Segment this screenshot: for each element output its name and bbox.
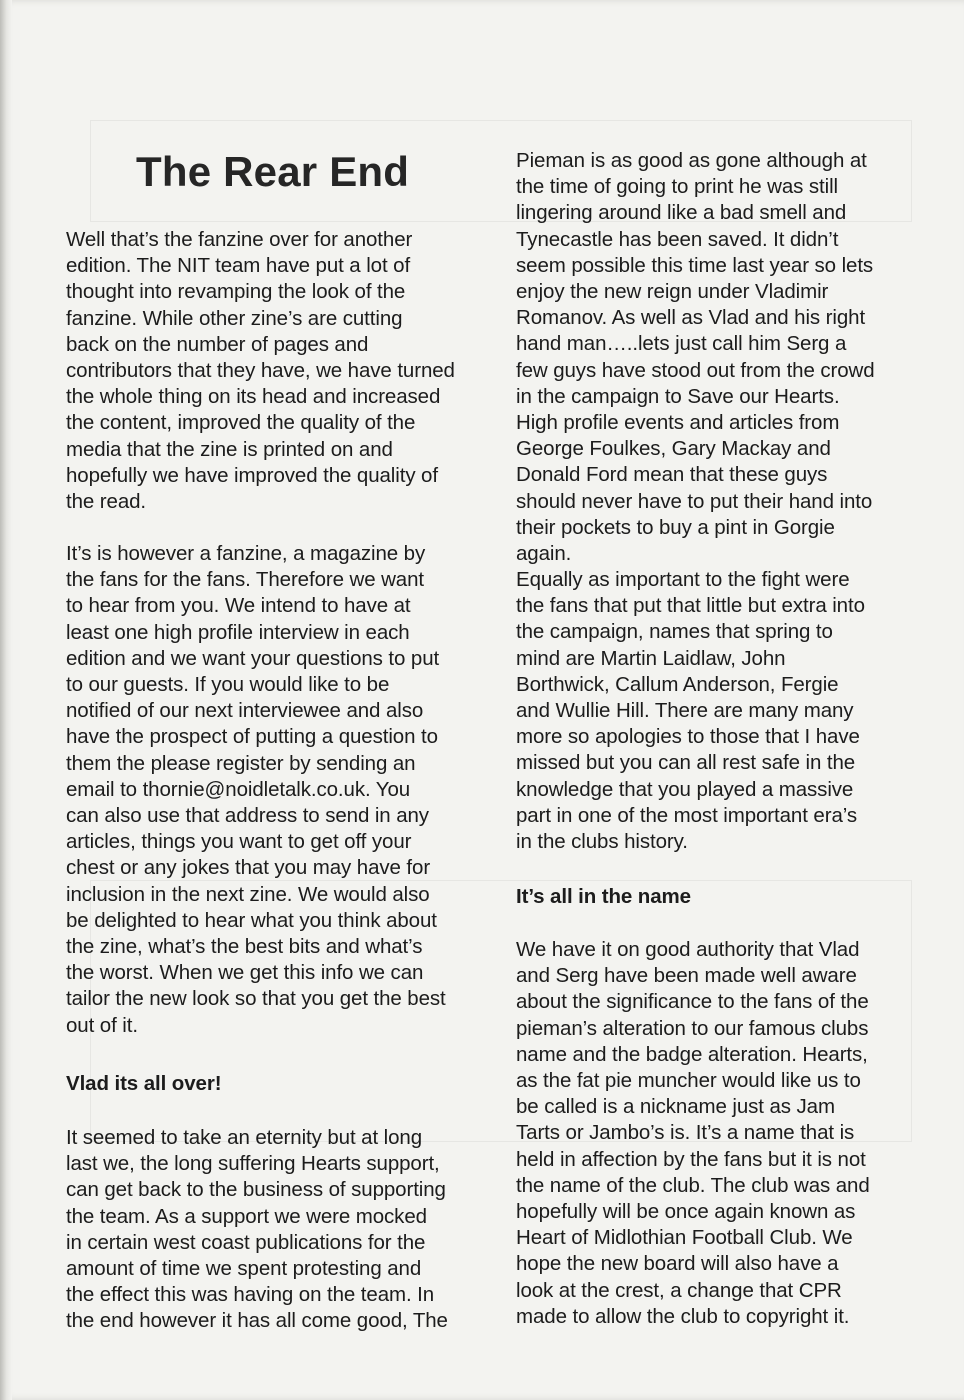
feedback-paragraph: It’s is however a fanzine, a magazine by the fans for the fans. Therefore we want to hear from you. We intend to have at least one high profile interview in each edition and we want your questions to put to our guests. If you would like to be notified of our next interviewee and also have the prospect of putting a question to them the please register by sending an email to thornie@noidletalk.co.uk. You can also use that address to send in any articles, things you want to get off your chest or any jokes that you may have for inclusion in the next zine. We would also be delighted to hear what you think about the zine, what’s the best bits and what’s the worst. When we get this info we can tailor the new look so that you get the best out of it. <box>66 542 446 1037</box>
pieman-paragraph: Pieman is as good as gone although at the time of going to print he was still lingering around like a bad smell and Tynecastle has been saved. It didn’t seem possible this time last year so lets enjoy the new reign under Vladimir Romanov. As well as Vlad and his right hand man…..lets just call him Serg a few guys have stood out from the crowd in the campaign to Save our Hearts. High profile events and articles from George Foulkes, Gary Mackay and Donald Ford mean that these guys should never have to put their hand into their pockets to buy a pint in Gorgie again. <box>516 149 875 566</box>
intro-paragraph: Well that’s the fanzine over for another edition. The NIT team have put a lot of thought into revamping the look of the fanzine. While other zine’s are cutting back on the number of pages and contributors that they have, we have turned the whole thing on its head and increased the content, improved the quality of the media that the zine is printed on and hopefully we have improved the quality of the read. <box>66 228 455 514</box>
name-paragraph: We have it on good authority that Vlad and Serg have been made well aware about the significance to the fans of the pieman’s alteration to our famous clubs name and the badge alteration. Hearts, as the fat pie muncher would like us to be called is a nickname just as Jam Tarts or Jambo’s is. It’s a name that is held in affection by the fans but it is not the name of the club. The club was and hopefully will be once again known as Heart of Midlothian Football Club. We hope the new board will also have a look at the crest, a change that CPR made to allow the club to copyright it. <box>516 938 870 1328</box>
fans-paragraph: Equally as important to the fight were the fans that put that little but extra into the campaign, names that spring to mind are Martin Laidlaw, John Borthwick, Callum Anderson, Fergie and Wullie Hill. There are many many more so apologies to those that I have missed but you can all rest safe in the knowledge that you played a massive part in one of the most important era’s in the clubs history. <box>516 568 865 854</box>
section-heading-name: It’s all in the name <box>516 885 691 908</box>
section-heading-vlad: Vlad its all over! <box>66 1072 222 1095</box>
article-title: The Rear End <box>136 148 410 195</box>
vlad-paragraph: It seemed to take an eternity but at long last we, the long suffering Hearts support, can get back to the business of supporting the team. As a support we were mocked in certain west coast publications for the amount of time we spent protesting and the effect this was having on the team. In the end however it has all come good, The <box>66 1126 448 1333</box>
page-spine <box>0 0 12 1400</box>
